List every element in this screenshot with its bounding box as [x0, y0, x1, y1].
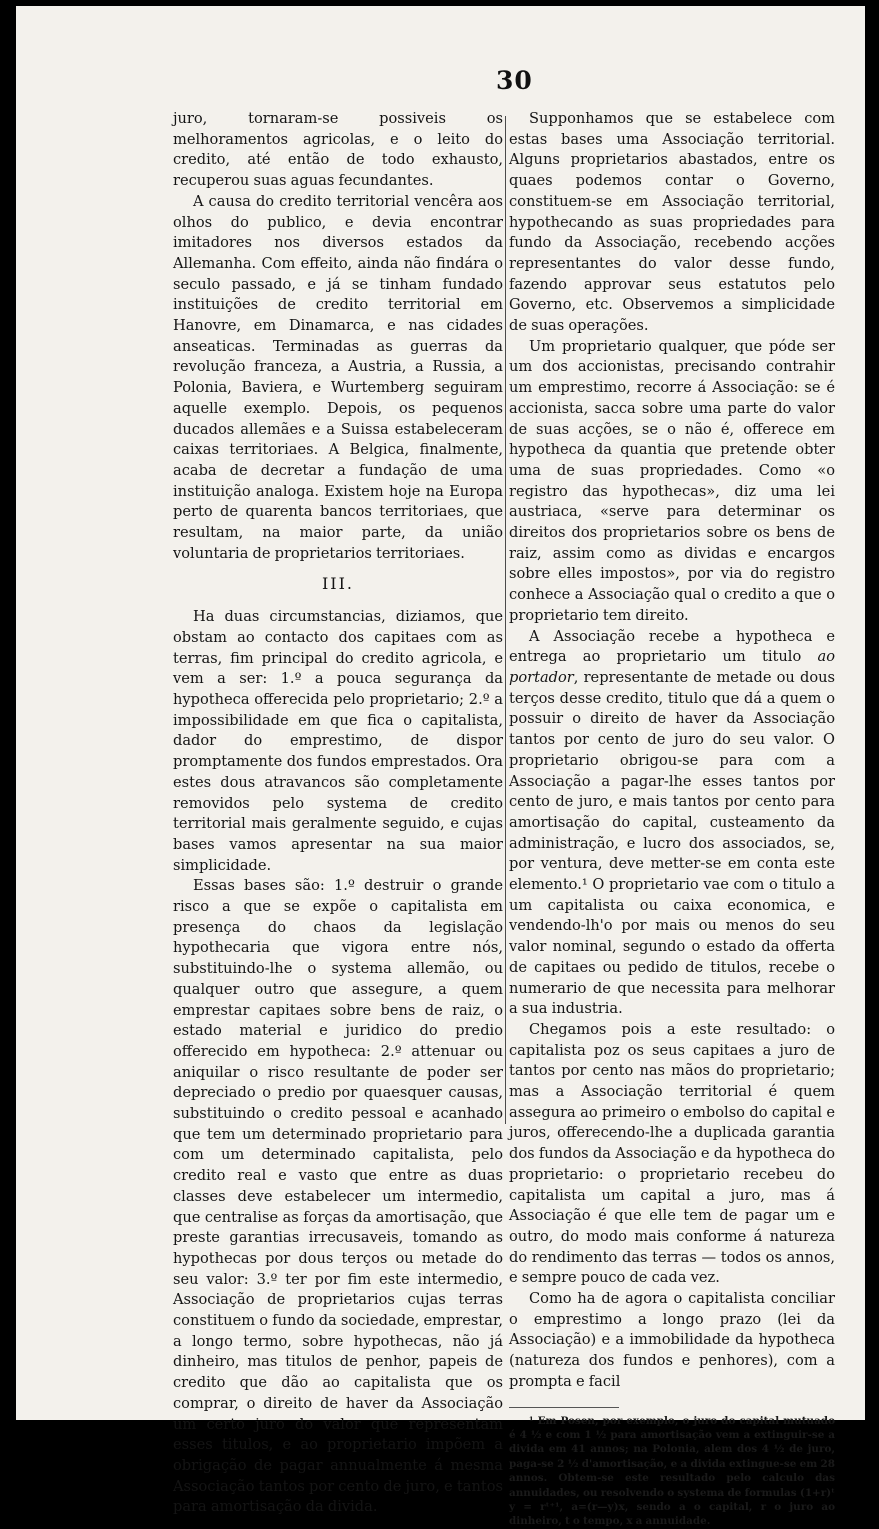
right-paragraph-3-start: A Associação recebe a hypotheca e entrega ao proprietario um titulo — [509, 627, 835, 666]
right-paragraph-5: Como ha de agora o capitalista conciliar o emprestimo a longo prazo (lei da Associação) e a immobilidade da hypotheca (natureza dos fundos e penhores), com a prompta e facil — [509, 1290, 835, 1390]
right-paragraph-1: Supponhamos que se estabelece com estas bases uma Associação territorial. Alguns proprietarios abastados, entre os quaes podemos contar o Governo, constituem-se em Associação territorial, hypothecando as suas propriedades para fundo da Associação, recebendo acções representantes do valor desse fundo, fazendo approvar seus estatutos pelo Governo, etc. Observemos a simplicidade de suas operações. — [509, 110, 835, 335]
right-paragraph-3-rest: , representante de metade ou dous terços desse credito, titulo que dá a quem o possuir o direito de haver da Associação tantos por cento de juro do seu valor. O proprietario obrigou-se para com a Associação a pagar-lhe esses tantos por cento de juro, e mais tantos por cento para amortisação do capital, custeamento da administração, e lucro dos associados, se, por ventura, deve metter-se em conta este elemento.¹ O proprietario vae com o titulo a um capitalista ou caixa economica, e vendendo-lh'o por mais ou menos do seu valor nominal, segundo o estado da offerta de capitaes ou pedido de titulos, recebe o numerario de que necessita para melhorar a sua industria. — [509, 668, 835, 1018]
right-paragraph-4: Chegamos pois a este resultado: o capitalista poz os seus capitaes a juro de tantos por cento nas mãos do proprietario; mas a Associação territorial é quem assegura ao primeiro o embolso do capital e juros, offerecendo-lhe a duplicada garantia dos fundos da Associação e da hypotheca do proprietario: o proprietario recebeu do capitalista um capital a juro, mas á Associação é que elle tem de pagar um e outro, do modo mais conforme á natureza do rendimento das terras — todos os annos, e sempre pouco de cada vez. — [509, 1020, 835, 1287]
italic-ao-portador: ao portador — [509, 648, 835, 686]
page-sheet — [16, 6, 865, 1528]
right-column — [509, 109, 835, 1529]
column-divider — [505, 116, 506, 1124]
left-paragraph-1: juro, tornaram-se possiveis os melhoramentos agricolas, e o leito do credito, até então de todo exhausto, recuperou suas aguas fecundantes. — [173, 110, 503, 190]
section-heading: III. — [321, 574, 355, 594]
left-paragraph-2: A causa do credito territorial vencêra aos olhos do publico, e devia encontrar imitadores nos diversos estados da Allemanha. Com effeito, ainda não findára o seculo passado, e já se tinham fundado instituições de credito territorial em Hanovre, em Dinamarca, e nas cidades anseaticas. Terminadas as guerras da revolução franceza, a Austria, a Russia, a Polonia, Baviera, e Wurtemberg seguiram aquelle exemplo. Depois, os pequenos ducados allemães e a Suissa estabeleceram caixas territoriaes. A Belgica, finalmente, acaba de decretar a fundação de uma instituição analoga. Existem hoje na Europa perto de quarenta bancos territoriaes, que resultam, na maior parte, da união voluntaria de proprietarios territoriaes. — [173, 192, 503, 562]
left-paragraph-3: Ha duas circumstancias, diziamos, que obstam ao contacto dos capitaes com as terras, fim principal do credito agricola, e vem a ser: 1.º a pouca segurança da hypotheca offerecida pelo proprietario; 2.º a impossibilidade em que fica o capitalista, dador do emprestimo, de dispor promptamente dos fundos emprestados. Ora estes dous atravancos são completamente removidos pelo systema de credito territorial mais geralmente seguido, e cujas bases vamos apresentar na sua maior simplicidade. — [173, 608, 503, 874]
footnote: ¹ Em Posen, por exemplo, o juro do capital mutuado é 4 ½ e com 1 ½ para amortisação vem a extinguir-se a divida em 41 annos; na Polonia, alem dos 4 ½ de juro, paga-se 2 ½ d'amortisação, e a divida extingue-se em 28 annos. Obtem-se este resultado pelo calculo das annuidades, ou resolvendo o systema de formulas (1+r)ᵗ y = rᵗ⁺¹, a=(r—y)x, sendo a o capital, r o juro ao dinheiro, t o tempo, x a annuidade. — [509, 1414, 835, 1528]
right-paragraph-3 — [509, 627, 835, 1020]
footnote-divider — [509, 1407, 619, 1408]
right-paragraph-2: Um proprietario qualquer, que póde ser um dos accionistas, precisando contrahir um emprestimo, recorre á Associação: se é accionista, sacca sobre uma parte do valor de suas acções, se o não é, offerece em hypotheca da quantia que pretende obter uma de suas propriedades. Como «o registro das hypothecas», diz uma lei austriaca, «serve para determinar os direitos dos proprietarios sobre os bens de raiz, assim como as dividas e encargos sobre elles impostos», por via do registro conhece a Associação qual o credito a que o proprietario tem direito. — [509, 337, 835, 624]
page-number: 30 — [496, 66, 533, 95]
left-paragraph-4: Essas bases são: 1.º destruir o grande risco a que se expõe o capitalista em presença do chaos da legislação hypothecaria que vigora entre nós, substituindo-lhe o systema allemão, ou qualquer outro que assegure, a quem emprestar capitaes sobre bens de raiz, o estado material e juridico do predio offerecido em hypotheca: 2.º attenuar ou aniquilar o risco resultante de poder ser depreciado o predio por quaesquer causas, substituindo o credito pessoal e acanhado que tem um determinado proprietario para com um determinado capitalista, pelo credito real e vasto que entre as duas classes deve estabelecer um intermedio, que centralise as forças da amortisação, que preste garantias irrecusaveis, tomando as hypothecas por dous terços ou metade do seu valor: 3.º ter por fim este intermedio, Associação de proprietarios cujas terras constituem o fundo da sociedade, emprestar, a longo termo, sobre hypothecas, não já dinheiro, mas titulos de penhor, papeis de credito que dão ao capitalista que os comprar, o direito de haver da Associação um certo juro do valor que representam esses titulos, e ao proprietario impõem a obrigação de pagar annualmente á mesma Associação tantos por cento de juro, e tantos para amortisação da divida. — [173, 877, 503, 1516]
left-column — [173, 109, 503, 1518]
